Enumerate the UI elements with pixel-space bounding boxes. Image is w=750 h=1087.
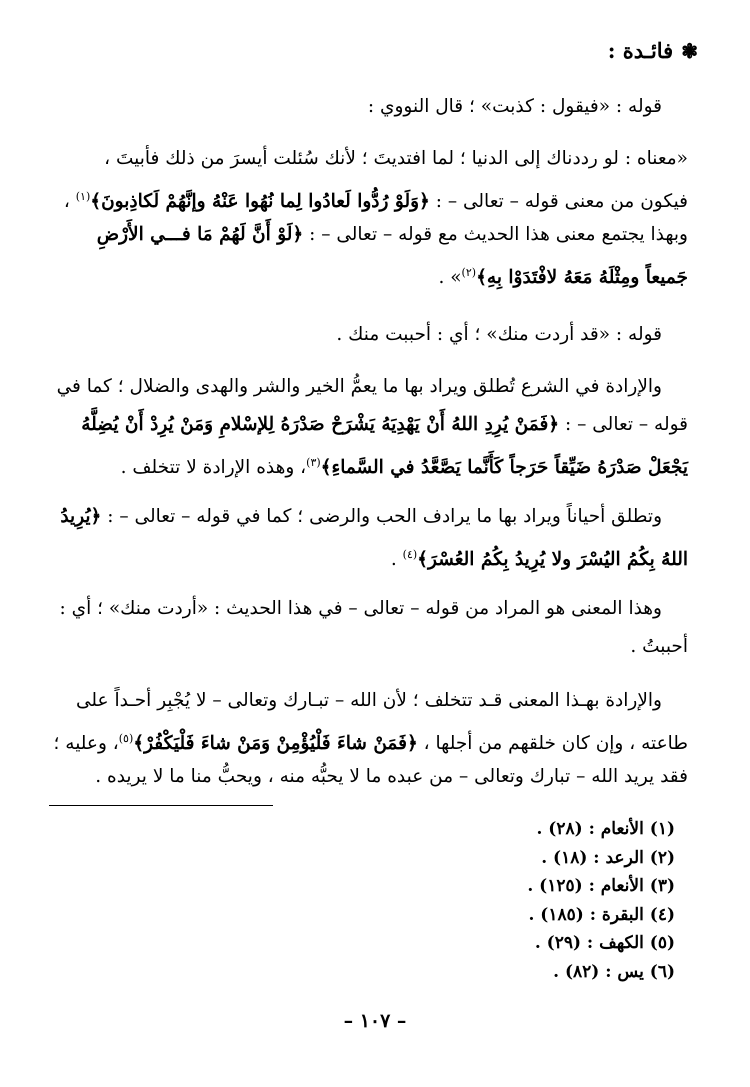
paragraph-line: فقد يريد الله – تبارك وتعالى – من عبده ما لا يحبُّه منه ، ويحبُّ منا ما لا يريده .: [95, 766, 688, 787]
flower-star-icon: ❃: [681, 39, 698, 63]
paragraph-line: [60, 498, 688, 536]
footnote-marker: (١): [75, 190, 91, 203]
quran-verse: ﴿يُرِيدُ: [60, 506, 102, 527]
paragraph-line: قوله : «فيقول : كذبت» ؛ قال النووي :: [367, 96, 662, 117]
section-heading-title: فائـدة :: [607, 38, 674, 63]
paragraph-6: [59, 590, 688, 666]
quran-verse: ﴿فَمَنْ شاءَ فَلْيُؤْمِنْ وَمَنْ شاءَ فَلْيَكْفُرْ﴾: [133, 733, 418, 755]
paragraph-text: وتطلق أحياناً ويراد بها ما يرادف الحب والرضى ؛ كما في قوله – تعالى – :: [101, 506, 662, 527]
paragraph-2: [63, 140, 688, 292]
paragraph-line: وهذا المعنى هو المراد من قوله – تعالى – في هذا الحديث : «أردت منك» ؛ أي :: [59, 598, 662, 619]
footnote-marker: (٤): [402, 548, 418, 561]
paragraph-text: ،: [63, 191, 76, 213]
quran-verse: اللهُ بِكُمُ اليُسْرَ ولا يُرِيدُ بِكُمُ العُسْرَ﴾: [417, 549, 688, 571]
paragraph-text: قوله – تعالى – :: [559, 414, 688, 435]
footnote-item: (٢) الرعد : (١٨) .: [541, 847, 675, 868]
paragraph-5: [60, 498, 688, 574]
paragraph-line: [63, 178, 688, 216]
paragraph-line: [53, 720, 688, 758]
footnote-marker: (٣): [306, 456, 321, 469]
quran-verse: ﴿وَلَوْ رُدُّوا لَعادُوا لِما نُهُوا عَنْهُ وإنَّهُمْ لَكاذِبونَ﴾: [90, 191, 430, 213]
quran-verse: ﴿لَوْ أَنَّ لَهُمْ مَا فـــي الأَرْضِ: [96, 224, 304, 245]
paragraph-line: «معناه : لو رددناك إلى الدنيا ؛ لما افتديتَ ؛ لأنك سُئلت أيسرَ من ذلك فأبيتَ ،: [104, 148, 688, 169]
paragraph-text: ، وهذه الإرادة لا تتخلف .: [120, 457, 307, 479]
paragraph-line: [66, 444, 688, 482]
paragraph-line: [66, 254, 688, 292]
paragraph-line: أحببتُ .: [630, 636, 688, 657]
section-heading: [608, 38, 698, 63]
paragraph-line: [66, 406, 688, 444]
paragraph-text: ، وعليه ؛: [53, 733, 119, 755]
paragraph-text: .: [390, 549, 403, 571]
footnote-item: (١) الأنعام : (٢٨) .: [536, 819, 675, 839]
quran-verse: يَجْعَلْ صَدْرَهُ ضَيِّقاً حَرَجاً كَأَنَّما يَصَّعَّدُ في السَّماءِ﴾: [320, 457, 688, 479]
quran-verse: جَميعاً ومِثْلَهُ مَعَهُ لافْتَدَوْا بِهِ﴾: [476, 267, 688, 289]
paragraph-1: [66, 88, 688, 126]
paragraph-line: [66, 216, 688, 254]
paragraph-line: [66, 536, 688, 574]
paragraph-7: [53, 682, 688, 796]
paragraph-line: قوله : «قد أردت منك» ؛ أي : أحببت منك .: [336, 324, 662, 345]
footnote-item: (٤) البقرة : (١٨٥) .: [528, 904, 675, 925]
paragraph-line: والإرادة في الشرع تُطلق ويراد بها ما يعمُّ الخير والشر والهدى والضلال ؛ كما في: [56, 376, 662, 397]
page-number: – ١٠٧ –: [343, 1010, 407, 1032]
paragraph-text: » .: [438, 267, 462, 289]
footnote-marker: (٢): [461, 266, 477, 279]
paragraph-4: [56, 368, 688, 482]
quran-verse: ﴿فَمَنْ يُرِدِ اللهُ أَنْ يَهْدِيَهُ يَشْرَحْ صَدْرَهُ لِلإسْلامِ وَمَنْ يُرِدْ أَنْ يُضِلَّهُ: [81, 414, 560, 435]
footnote-divider: [49, 805, 273, 806]
paragraph-text: فيكون من معنى قوله – تعالى – :: [429, 191, 688, 213]
paragraph-text: طاعته ، وإن كان خلقهم من أجلها ،: [417, 733, 688, 755]
paragraph-text: وبهذا يجتمع معنى هذا الحديث مع قوله – تعالى – :: [303, 224, 688, 245]
footnote-item: (٣) الأنعام : (١٢٥) .: [527, 876, 675, 896]
footnote-marker: (٥): [118, 732, 134, 745]
footnote-item: (٥) الكهف : (٢٩) .: [534, 933, 675, 953]
paragraph-line: والإرادة بهـذا المعنى قـد تتخلف ؛ لأن الله – تبـارك وتعالى – لا يُجْبِر أحـداً على: [76, 690, 662, 711]
footnote-item: (٦) يس : (٨٢) .: [553, 961, 675, 982]
paragraph-3: [66, 316, 688, 354]
footnotes: [275, 815, 675, 986]
